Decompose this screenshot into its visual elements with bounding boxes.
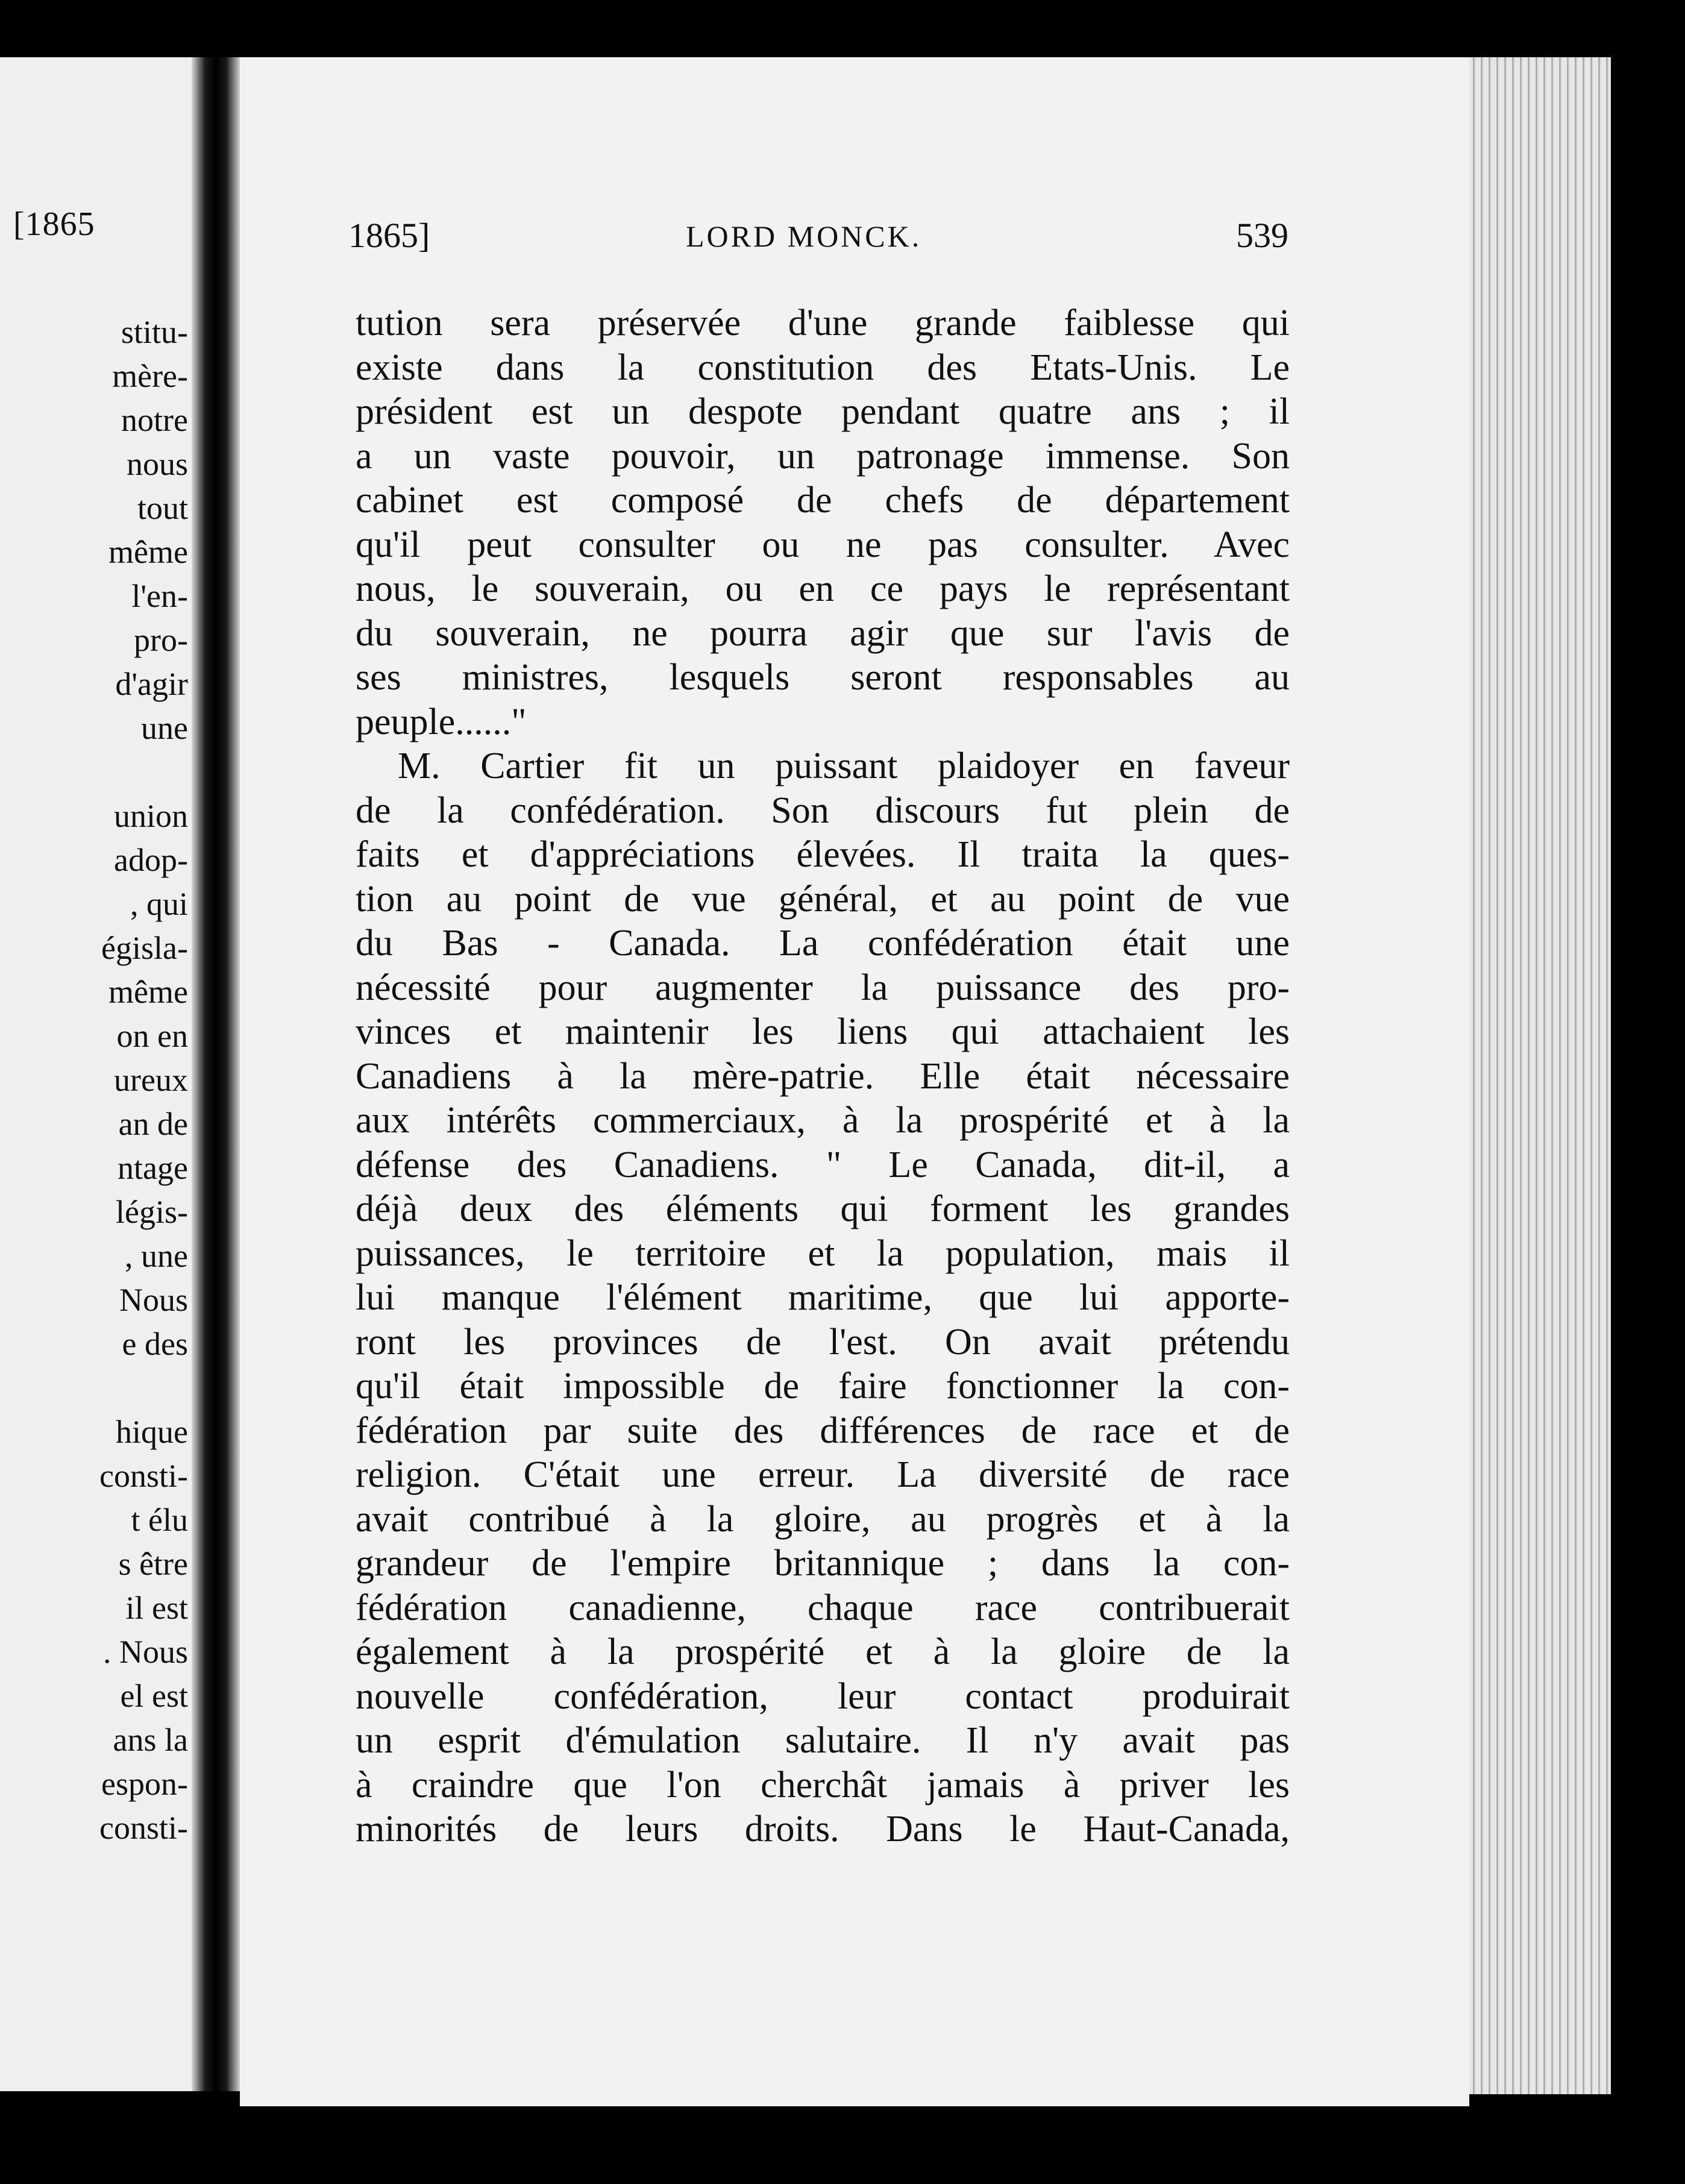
text-line: nous, le souverain, ou en ce pays le représentant [356,568,1290,609]
left-page-line: adop- [114,842,188,878]
left-page-line: une [141,710,188,746]
left-page-line: el est [120,1678,188,1714]
left-page-line: an de [118,1106,188,1142]
text-line: peuple......" [356,701,527,742]
text-line: fédération par suite des différences de race et de [356,1410,1290,1451]
text-line: du souverain, ne pourra agir que sur l'avis de [356,612,1290,654]
left-page-line: , une [125,1238,188,1274]
page-edges [1469,57,1611,2094]
left-page-line: ureux [114,1062,188,1098]
page-number: 539 [1236,216,1288,255]
left-page-line: ans la [113,1722,188,1758]
left-page-line: même [108,974,188,1010]
header-year: 1865] [348,216,430,255]
text-line: ront les provinces de l'est. On avait prétendu [356,1321,1290,1363]
left-page-line: on en [116,1018,188,1054]
text-line: lui manque l'élément maritime, que lui apporte- [356,1277,1290,1318]
left-page-line: d'agir [115,666,188,702]
left-page-line: e des [122,1326,188,1362]
text-line: vinces et maintenir les liens qui attachaient les [356,1011,1290,1052]
text-line: cabinet est composé de chefs de département [356,480,1290,521]
left-page-line: ntage [118,1150,188,1186]
left-page-line: tout [137,490,188,526]
left-page-line: consti- [99,1458,188,1494]
left-page-line: nous [126,446,188,482]
left-page-line: consti- [99,1810,188,1846]
left-page-header: [1865 [13,206,95,243]
text-line: puissances, le territoire et la population, mais il [356,1232,1290,1274]
text-line: tion au point de vue général, et au point de vue [356,878,1290,920]
left-page-line: stitu- [121,314,188,350]
left-page-line: mère- [112,358,188,394]
text-line: religion. C'était une erreur. La diversité de race [356,1454,1290,1495]
text-line: fédération canadienne, chaque race contribuerait [356,1587,1290,1628]
left-page-line: pro- [134,622,188,658]
text-line: défense des Canadiens. " Le Canada, dit-il, a [356,1144,1290,1185]
book-gutter [192,57,240,2091]
right-page [240,57,1469,2106]
text-line: minorités de leurs droits. Dans le Haut-Canada, [356,1809,1290,1850]
text-line: président est un despote pendant quatre ans ; il [356,391,1290,432]
text-line: du Bas - Canada. La confédération était une [356,923,1290,964]
text-line: grandeur de l'empire britannique ; dans la con- [356,1543,1290,1584]
text-line: déjà deux des éléments qui forment les grandes [356,1188,1290,1229]
text-line: a un vaste pouvoir, un patronage immense. Son [356,435,1290,477]
left-page-line: légis- [116,1194,188,1230]
text-line: Canadiens à la mère-patrie. Elle était nécessaire [356,1055,1290,1097]
text-line: qu'il peut consulter ou ne pas consulter. Avec [356,524,1290,565]
text-line: aux intérêts commerciaux, à la prospérité et à la [356,1100,1290,1141]
text-line: avait contribué à la gloire, au progrès et à la [356,1498,1290,1540]
text-line: de la confédération. Son discours fut plein de [356,789,1290,831]
left-page-line: union [113,798,188,834]
left-page-line: Nous [119,1282,188,1318]
paragraph-first-line: M. Cartier fit un puissant plaidoyer en faveur [398,745,1290,786]
text-line: également à la prospérité et à la gloire de la [356,1631,1290,1672]
left-page-line: , qui [130,886,188,922]
text-line: ses ministres, lesquels seront responsables au [356,657,1290,698]
page-header [348,215,1288,263]
left-page-line: il est [125,1590,188,1626]
left-page-line: t élu [131,1502,188,1538]
text-line: à craindre que l'on cherchât jamais à priver les [356,1764,1290,1806]
left-page-line: . Nous [102,1634,188,1670]
left-facing-page [0,57,192,2091]
left-page-line: égisla- [101,930,188,966]
left-page-line: même [108,534,188,570]
text-line: nouvelle confédération, leur contact produirait [356,1675,1290,1717]
left-page-line: l'en- [131,578,188,614]
text-line: tution sera préservée d'une grande faiblesse qui [356,303,1290,344]
text-line: un esprit d'émulation salutaire. Il n'y avait pas [356,1720,1290,1761]
body-text [356,301,1290,1852]
left-page-line: s être [118,1546,188,1582]
left-page-line: espon- [101,1766,188,1802]
left-page-line: hique [116,1414,188,1450]
text-line: qu'il était impossible de faire fonctionner la con- [356,1366,1290,1407]
text-line: nécessité pour augmenter la puissance des pro- [356,967,1290,1008]
text-line: faits et d'appréciations élevées. Il traita la ques- [356,834,1290,875]
text-line: existe dans la constitution des Etats-Unis. Le [356,347,1290,388]
running-title: LORD MONCK. [686,219,922,253]
left-page-line: notre [121,402,188,438]
